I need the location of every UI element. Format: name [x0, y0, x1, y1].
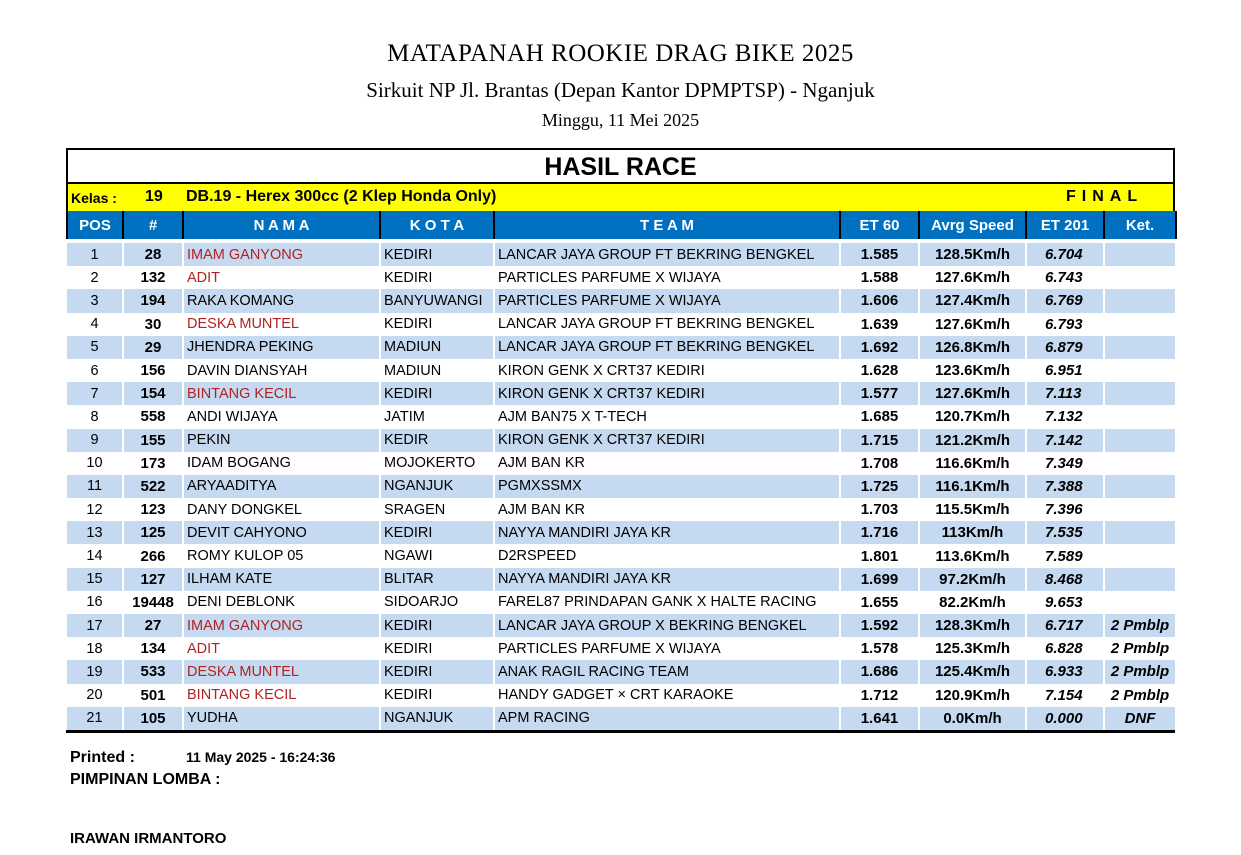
- cell-pos: 4: [67, 313, 123, 336]
- cell-nama: ROMY KULOP 05: [183, 544, 380, 567]
- cell-et201: 6.717: [1026, 614, 1104, 637]
- table-row: [67, 336, 1176, 359]
- cell-et201: 0.000: [1026, 707, 1104, 730]
- cell-et60: 1.606: [840, 289, 919, 312]
- col-header-et60: ET 60: [840, 211, 919, 241]
- event-date: Minggu, 11 Mei 2025: [541, 110, 700, 130]
- cell-avg-speed: 120.9Km/h: [919, 684, 1026, 707]
- cell-kota: KEDIRI: [380, 382, 494, 405]
- cell-ket: 2 Pmblp: [1104, 637, 1176, 660]
- cell-pos: 19: [67, 660, 123, 683]
- cell-nama: ADIT: [183, 637, 380, 660]
- results-frame: [66, 148, 1175, 733]
- table-row: [67, 241, 1176, 266]
- cell-pos: 2: [67, 266, 123, 289]
- cell-ket: 2 Pmblp: [1104, 614, 1176, 637]
- cell-kota: MADIUN: [380, 359, 494, 382]
- cell-pos: 12: [67, 498, 123, 521]
- table-row: [67, 289, 1176, 312]
- table-bottom-border: [66, 730, 1175, 733]
- cell-et60: 1.699: [840, 568, 919, 591]
- printed-label: Printed :: [70, 749, 135, 766]
- cell-nama: DENI DEBLONK: [183, 591, 380, 614]
- cell-nama: ADIT: [183, 266, 380, 289]
- cell-avg-speed: 123.6Km/h: [919, 359, 1026, 382]
- cell-pos: 14: [67, 544, 123, 567]
- cell-team: NAYYA MANDIRI JAYA KR: [494, 521, 840, 544]
- cell-number: 28: [123, 241, 183, 266]
- table-row: [67, 475, 1176, 498]
- cell-kota: SIDOARJO: [380, 591, 494, 614]
- cell-et60: 1.588: [840, 266, 919, 289]
- cell-kota: SRAGEN: [380, 498, 494, 521]
- cell-team: KIRON GENK X CRT37 KEDIRI: [494, 359, 840, 382]
- cell-nama: BINTANG KECIL: [183, 382, 380, 405]
- table-row: [67, 452, 1176, 475]
- cell-nama: DESKA MUNTEL: [183, 660, 380, 683]
- cell-avg-speed: 125.4Km/h: [919, 660, 1026, 683]
- cell-number: 522: [123, 475, 183, 498]
- cell-number: 558: [123, 405, 183, 428]
- class-name: DB.19 - Herex 300cc (2 Klep Honda Only): [186, 188, 497, 205]
- col-header-team: T E A M: [494, 211, 840, 241]
- cell-kota: KEDIRI: [380, 637, 494, 660]
- cell-ket: 2 Pmblp: [1104, 660, 1176, 683]
- cell-number: 154: [123, 382, 183, 405]
- table-row: [67, 591, 1176, 614]
- cell-ket: [1104, 429, 1176, 452]
- table-row: [67, 498, 1176, 521]
- cell-avg-speed: 127.4Km/h: [919, 289, 1026, 312]
- cell-number: 266: [123, 544, 183, 567]
- cell-et201: 7.154: [1026, 684, 1104, 707]
- cell-et201: 7.535: [1026, 521, 1104, 544]
- cell-et201: 7.589: [1026, 544, 1104, 567]
- table-row: [67, 521, 1176, 544]
- cell-ket: [1104, 266, 1176, 289]
- table-row: [67, 707, 1176, 730]
- cell-pos: 9: [67, 429, 123, 452]
- class-label: Kelas :: [71, 190, 117, 206]
- cell-nama: IDAM BOGANG: [183, 452, 380, 475]
- cell-nama: PEKIN: [183, 429, 380, 452]
- pimpinan-label: PIMPINAN LOMBA :: [70, 771, 221, 788]
- cell-et201: 7.142: [1026, 429, 1104, 452]
- cell-team: FAREL87 PRINDAPAN GANK X HALTE RACING: [494, 591, 840, 614]
- cell-team: D2RSPEED: [494, 544, 840, 567]
- col-header-nama: N A M A: [183, 211, 380, 241]
- cell-ket: [1104, 336, 1176, 359]
- cell-et60: 1.708: [840, 452, 919, 475]
- cell-ket: [1104, 289, 1176, 312]
- cell-number: 105: [123, 707, 183, 730]
- cell-et60: 1.628: [840, 359, 919, 382]
- cell-team: PGMXSSMX: [494, 475, 840, 498]
- class-bar: [66, 184, 1175, 211]
- cell-avg-speed: 127.6Km/h: [919, 313, 1026, 336]
- cell-avg-speed: 97.2Km/h: [919, 568, 1026, 591]
- cell-avg-speed: 82.2Km/h: [919, 591, 1026, 614]
- cell-avg-speed: 0.0Km/h: [919, 707, 1026, 730]
- event-title: MATAPANAH ROOKIE DRAG BIKE 2025: [387, 40, 854, 67]
- cell-number: 127: [123, 568, 183, 591]
- cell-kota: KEDIRI: [380, 266, 494, 289]
- cell-number: 19448: [123, 591, 183, 614]
- cell-nama: ARYAADITYA: [183, 475, 380, 498]
- signature-name: IRAWAN IRMANTORO: [70, 830, 227, 847]
- cell-number: 30: [123, 313, 183, 336]
- table-row: [67, 382, 1176, 405]
- cell-et201: 7.388: [1026, 475, 1104, 498]
- cell-pos: 16: [67, 591, 123, 614]
- table-row: [67, 614, 1176, 637]
- cell-kota: KEDIRI: [380, 614, 494, 637]
- cell-kota: MOJOKERTO: [380, 452, 494, 475]
- col-header-avg-speed: Avrg Speed: [919, 211, 1026, 241]
- cell-number: 134: [123, 637, 183, 660]
- cell-ket: [1104, 591, 1176, 614]
- cell-ket: [1104, 544, 1176, 567]
- cell-pos: 5: [67, 336, 123, 359]
- cell-et201: 6.769: [1026, 289, 1104, 312]
- cell-kota: NGANJUK: [380, 707, 494, 730]
- cell-et60: 1.585: [840, 241, 919, 266]
- cell-kota: KEDIR: [380, 429, 494, 452]
- printed-timestamp: 11 May 2025 - 16:24:36: [186, 749, 336, 765]
- cell-number: 125: [123, 521, 183, 544]
- cell-team: KIRON GENK X CRT37 KEDIRI: [494, 429, 840, 452]
- cell-nama: IMAM GANYONG: [183, 614, 380, 637]
- cell-ket: [1104, 568, 1176, 591]
- cell-pos: 15: [67, 568, 123, 591]
- cell-et60: 1.712: [840, 684, 919, 707]
- cell-avg-speed: 127.6Km/h: [919, 266, 1026, 289]
- table-row: [67, 313, 1176, 336]
- cell-number: 27: [123, 614, 183, 637]
- cell-et201: 6.704: [1026, 241, 1104, 266]
- cell-et201: 7.396: [1026, 498, 1104, 521]
- cell-nama: RAKA KOMANG: [183, 289, 380, 312]
- cell-ket: DNF: [1104, 707, 1176, 730]
- event-venue: Sirkuit NP Jl. Brantas (Depan Kantor DPMPTSP) - Nganjuk: [366, 78, 875, 102]
- results-table: [66, 211, 1177, 730]
- cell-et60: 1.716: [840, 521, 919, 544]
- cell-pos: 6: [67, 359, 123, 382]
- cell-et60: 1.578: [840, 637, 919, 660]
- cell-et60: 1.686: [840, 660, 919, 683]
- cell-number: 533: [123, 660, 183, 683]
- cell-nama: DEVIT CAHYONO: [183, 521, 380, 544]
- class-number: 19: [145, 188, 163, 205]
- cell-kota: JATIM: [380, 405, 494, 428]
- cell-kota: NGAWI: [380, 544, 494, 567]
- table-row: [67, 544, 1176, 567]
- cell-et60: 1.685: [840, 405, 919, 428]
- cell-ket: [1104, 405, 1176, 428]
- cell-pos: 20: [67, 684, 123, 707]
- cell-ket: [1104, 475, 1176, 498]
- cell-pos: 11: [67, 475, 123, 498]
- col-header-pos: POS: [67, 211, 123, 241]
- cell-ket: [1104, 452, 1176, 475]
- cell-et60: 1.592: [840, 614, 919, 637]
- cell-kota: KEDIRI: [380, 660, 494, 683]
- cell-team: AJM BAN75 X T-TECH: [494, 405, 840, 428]
- cell-avg-speed: 125.3Km/h: [919, 637, 1026, 660]
- cell-pos: 21: [67, 707, 123, 730]
- cell-team: AJM BAN KR: [494, 452, 840, 475]
- cell-pos: 17: [67, 614, 123, 637]
- cell-et60: 1.703: [840, 498, 919, 521]
- table-header-row: [67, 211, 1176, 241]
- cell-pos: 3: [67, 289, 123, 312]
- cell-avg-speed: 115.5Km/h: [919, 498, 1026, 521]
- cell-team: LANCAR JAYA GROUP FT BEKRING BENGKEL: [494, 313, 840, 336]
- cell-avg-speed: 113Km/h: [919, 521, 1026, 544]
- cell-pos: 1: [67, 241, 123, 266]
- cell-team: PARTICLES PARFUME X WIJAYA: [494, 637, 840, 660]
- cell-number: 155: [123, 429, 183, 452]
- cell-kota: KEDIRI: [380, 521, 494, 544]
- cell-number: 194: [123, 289, 183, 312]
- cell-ket: [1104, 313, 1176, 336]
- cell-et60: 1.639: [840, 313, 919, 336]
- cell-team: APM RACING: [494, 707, 840, 730]
- cell-ket: [1104, 241, 1176, 266]
- cell-avg-speed: 128.3Km/h: [919, 614, 1026, 637]
- cell-pos: 13: [67, 521, 123, 544]
- cell-pos: 7: [67, 382, 123, 405]
- cell-et201: 7.349: [1026, 452, 1104, 475]
- cell-et60: 1.801: [840, 544, 919, 567]
- cell-et201: 6.793: [1026, 313, 1104, 336]
- table-row: [67, 405, 1176, 428]
- cell-et201: 7.113: [1026, 382, 1104, 405]
- cell-team: PARTICLES PARFUME X WIJAYA: [494, 289, 840, 312]
- cell-kota: BANYUWANGI: [380, 289, 494, 312]
- cell-team: HANDY GADGET × CRT KARAOKE: [494, 684, 840, 707]
- cell-avg-speed: 127.6Km/h: [919, 382, 1026, 405]
- col-header-kota: K O T A: [380, 211, 494, 241]
- cell-ket: [1104, 382, 1176, 405]
- cell-kota: MADIUN: [380, 336, 494, 359]
- cell-pos: 10: [67, 452, 123, 475]
- table-row: [67, 266, 1176, 289]
- cell-kota: KEDIRI: [380, 241, 494, 266]
- class-stage: FINAL: [1066, 188, 1144, 205]
- cell-et201: 6.743: [1026, 266, 1104, 289]
- cell-ket: 2 Pmblp: [1104, 684, 1176, 707]
- cell-number: 123: [123, 498, 183, 521]
- table-row: [67, 359, 1176, 382]
- cell-avg-speed: 116.1Km/h: [919, 475, 1026, 498]
- col-header-number: #: [123, 211, 183, 241]
- cell-nama: ILHAM KATE: [183, 568, 380, 591]
- table-row: [67, 637, 1176, 660]
- cell-kota: BLITAR: [380, 568, 494, 591]
- cell-team: AJM BAN KR: [494, 498, 840, 521]
- cell-nama: DESKA MUNTEL: [183, 313, 380, 336]
- cell-pos: 18: [67, 637, 123, 660]
- cell-nama: JHENDRA PEKING: [183, 336, 380, 359]
- cell-number: 132: [123, 266, 183, 289]
- cell-team: LANCAR JAYA GROUP X BEKRING BENGKEL: [494, 614, 840, 637]
- cell-et201: 6.951: [1026, 359, 1104, 382]
- cell-nama: ANDI WIJAYA: [183, 405, 380, 428]
- cell-nama: BINTANG KECIL: [183, 684, 380, 707]
- cell-number: 173: [123, 452, 183, 475]
- cell-team: LANCAR JAYA GROUP FT BEKRING BENGKEL: [494, 336, 840, 359]
- cell-avg-speed: 128.5Km/h: [919, 241, 1026, 266]
- cell-avg-speed: 121.2Km/h: [919, 429, 1026, 452]
- cell-avg-speed: 116.6Km/h: [919, 452, 1026, 475]
- cell-team: KIRON GENK X CRT37 KEDIRI: [494, 382, 840, 405]
- cell-nama: DAVIN DIANSYAH: [183, 359, 380, 382]
- table-row: [67, 684, 1176, 707]
- table-row: [67, 660, 1176, 683]
- cell-et60: 1.692: [840, 336, 919, 359]
- cell-avg-speed: 120.7Km/h: [919, 405, 1026, 428]
- cell-et60: 1.725: [840, 475, 919, 498]
- cell-kota: KEDIRI: [380, 684, 494, 707]
- cell-ket: [1104, 359, 1176, 382]
- cell-ket: [1104, 521, 1176, 544]
- col-header-et201: ET 201: [1026, 211, 1104, 241]
- result-title: HASIL RACE: [66, 148, 1175, 184]
- cell-et60: 1.641: [840, 707, 919, 730]
- table-row: [67, 568, 1176, 591]
- cell-avg-speed: 126.8Km/h: [919, 336, 1026, 359]
- cell-et201: 6.933: [1026, 660, 1104, 683]
- cell-number: 29: [123, 336, 183, 359]
- cell-et60: 1.577: [840, 382, 919, 405]
- table-row: [67, 429, 1176, 452]
- cell-et201: 6.828: [1026, 637, 1104, 660]
- cell-ket: [1104, 498, 1176, 521]
- col-header-ket: Ket.: [1104, 211, 1176, 241]
- cell-team: LANCAR JAYA GROUP FT BEKRING BENGKEL: [494, 241, 840, 266]
- cell-kota: NGANJUK: [380, 475, 494, 498]
- cell-et201: 6.879: [1026, 336, 1104, 359]
- cell-nama: DANY DONGKEL: [183, 498, 380, 521]
- cell-avg-speed: 113.6Km/h: [919, 544, 1026, 567]
- cell-kota: KEDIRI: [380, 313, 494, 336]
- cell-team: ANAK RAGIL RACING TEAM: [494, 660, 840, 683]
- cell-number: 156: [123, 359, 183, 382]
- cell-number: 501: [123, 684, 183, 707]
- cell-et201: 8.468: [1026, 568, 1104, 591]
- cell-team: NAYYA MANDIRI JAYA KR: [494, 568, 840, 591]
- cell-nama: IMAM GANYONG: [183, 241, 380, 266]
- cell-et60: 1.655: [840, 591, 919, 614]
- cell-team: PARTICLES PARFUME X WIJAYA: [494, 266, 840, 289]
- cell-et201: 9.653: [1026, 591, 1104, 614]
- cell-pos: 8: [67, 405, 123, 428]
- cell-et201: 7.132: [1026, 405, 1104, 428]
- cell-nama: YUDHA: [183, 707, 380, 730]
- cell-et60: 1.715: [840, 429, 919, 452]
